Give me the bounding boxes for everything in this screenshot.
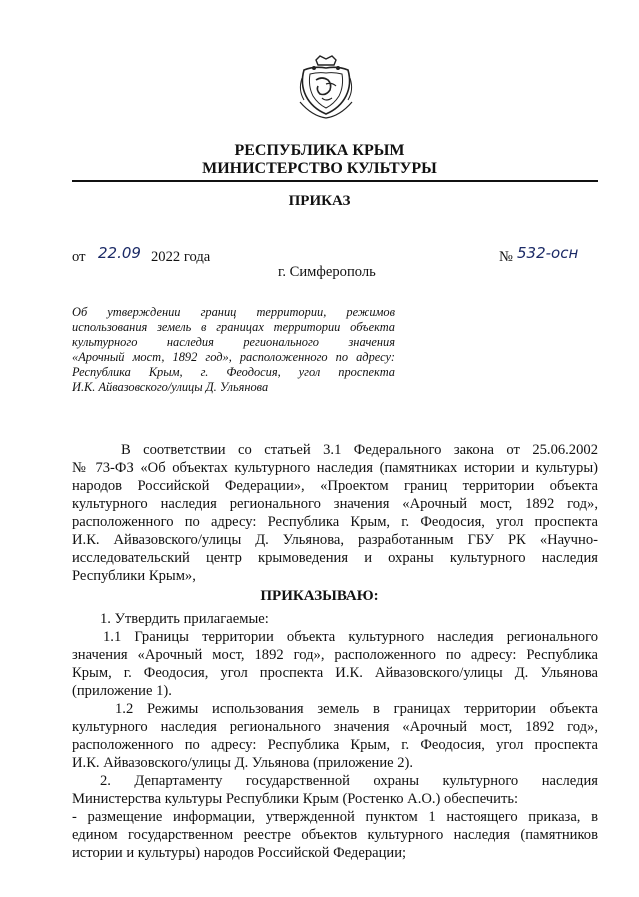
date-prefix: от <box>72 249 86 265</box>
item-line: Министерства культуры Республики Крым (Ростенко А.О.) обеспечить: <box>72 791 519 807</box>
header-ministry: МИНИСТЕРСТВО КУЛЬТУРЫ <box>202 160 437 177</box>
preamble-line: исследовательский центр крымоведения и охраны культурного наследия <box>72 550 598 566</box>
item-line: культурного наследия регионального значения «Арочный мост, 1892 год», <box>72 719 598 735</box>
preamble-line: расположенного по адресу: Республика Крым, г. Феодосия, угол проспекта <box>72 514 598 530</box>
subject-line: использования земель в границах территории объекта <box>72 320 395 334</box>
preamble-line: народов Российской Федерации», «Проектом границ территории объекта <box>72 478 598 494</box>
preamble-line: Республики Крым», <box>72 568 196 584</box>
item-line: 1. Утвердить прилагаемые: <box>100 611 269 627</box>
coat-of-arms-emblem <box>296 54 356 120</box>
item-line: 2. Департаменту государственной охраны культурного наследия <box>100 773 598 789</box>
item-line: И.К. Айвазовского/улицы Д. Ульянова (приложение 2). <box>72 755 414 771</box>
city: г. Симферополь <box>278 264 376 280</box>
preamble-line: № 73-ФЗ «Об объектах культурного наследия (памятниках истории и культуры) <box>72 460 598 476</box>
subject-line: Об утверждении границ территории, режимов <box>72 305 395 319</box>
number-handwritten: 532-осн <box>517 244 579 262</box>
item-line: едином государственном реестре объектов культурного наследия (памятников <box>72 827 598 843</box>
item-line: расположенного по адресу: Республика Крым, г. Феодосия, угол проспекта <box>72 737 598 753</box>
header-republic: РЕСПУБЛИКА КРЫМ <box>234 142 405 159</box>
doc-type-title: ПРИКАЗ <box>288 193 351 209</box>
item-line: Крым, г. Феодосия, угол проспекта И.К. Айвазовского/улицы Д. Ульянова <box>72 665 598 681</box>
date-year: 2022 года <box>151 249 211 265</box>
header-rule <box>72 180 598 182</box>
preamble-line: И.К. Айвазовского/улицы Д. Ульянова, разработанным ГБУ РК «Научно- <box>72 532 598 548</box>
item-line: истории и культуры) народов Российской Федерации; <box>72 845 407 861</box>
item-line: 1.1 Границы территории объекта культурного наследия регионального <box>103 629 598 645</box>
preamble-line: культурного наследия регионального значения «Арочный мост, 1892 год», <box>72 496 598 512</box>
item-line: значения «Арочный мост, 1892 год», расположенного по адресу: Республика <box>72 647 598 663</box>
item-line: (приложение 1). <box>72 683 172 699</box>
subject-line: «Арочный мост, 1892 год», расположенного по адресу: <box>72 350 395 364</box>
subject-line: культурного наследия регионального значения <box>72 335 395 349</box>
subject-line: Республика Крым, г. Феодосия, угол проспекта <box>72 365 395 379</box>
subject-line: И.К. Айвазовского/улицы Д. Ульянова <box>72 380 269 394</box>
item-line: 1.2 Режимы использования земель в границах территории объекта <box>115 701 598 717</box>
order-word: ПРИКАЗЫВАЮ: <box>260 588 379 604</box>
number-sign: № <box>499 249 513 265</box>
preamble-line: В соответствии со статьей 3.1 Федерального закона от 25.06.2002 <box>121 442 598 458</box>
item-line: - размещение информации, утвержденной пунктом 1 настоящего приказа, в <box>72 809 598 825</box>
date-handwritten: 22.09 <box>98 244 141 262</box>
